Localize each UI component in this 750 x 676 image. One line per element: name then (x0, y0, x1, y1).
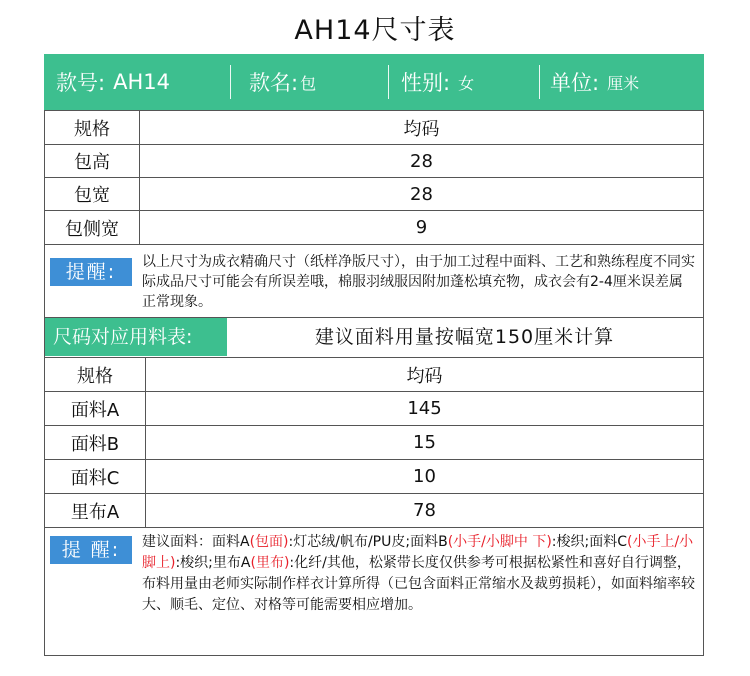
highlight-text: (小手上/小脚上) (142, 534, 694, 571)
fabric-section-label: 尺码对应用料表: (45, 318, 227, 356)
divider (388, 65, 389, 99)
name-key: 款名: (249, 71, 299, 95)
fabric-header-value: 均码 (146, 358, 704, 392)
divider (539, 65, 540, 99)
model-value: AH14 (113, 70, 170, 94)
reminder-badge: 提醒: (50, 258, 132, 286)
row-value: 10 (146, 460, 704, 494)
row-value: 9 (140, 211, 704, 245)
table-row (45, 392, 704, 426)
reminder-text: 以上尺寸为成衣精确尺寸（纸样净版尺寸），由于加工过程中面料、工艺和熟练程度不同实际成品尺寸可能会有所误差哦，棉服羽绒服因附加蓬松填充物，成衣会有2-4厘米误差属正常现象。 (142, 254, 695, 310)
row-value: 15 (146, 426, 704, 460)
highlight-text: (里布) (250, 555, 290, 571)
advice-text: :化纤/其他，松紧带长度仅供参考可根据松紧性和喜好自行调整，布料用量由老师实际制作样衣计算所得（已包含面料正常缩水及裁剪损耗），如面料缩率较大、顺毛、定位、对格等可能需要相应增加。 (142, 555, 695, 613)
row-value: 145 (146, 392, 704, 426)
table-row (45, 494, 704, 528)
advice-text: :梭织;里布A (175, 555, 251, 571)
table-row (45, 111, 704, 145)
fabric-basis-text: 建议面料用量按幅宽150厘米计算 (314, 326, 615, 348)
name-value: 包 (300, 73, 317, 93)
highlight-text: (小手/小脚中 下) (447, 534, 552, 550)
table-row (45, 178, 704, 211)
model-key: 款号: (56, 71, 106, 95)
reminder-badge: 提 醒: (50, 536, 132, 564)
row-label: 包高 (45, 145, 140, 178)
row-label: 里布A (45, 494, 146, 528)
gender-cell (389, 54, 539, 110)
fabric-table (44, 357, 704, 528)
advice-text: :灯芯绒/帆布/PU皮;面料B (288, 534, 448, 550)
table-row (45, 358, 704, 392)
unit-value: 厘米 (607, 73, 640, 93)
row-value: 28 (140, 145, 704, 178)
highlight-text: (包面) (249, 534, 289, 550)
advice-text: 建议面料：面料A (142, 534, 250, 550)
advice-text: :梭织;面料C (551, 534, 627, 550)
size-header-value: 均码 (140, 111, 704, 145)
row-value: 78 (146, 494, 704, 528)
row-label: 面料B (45, 426, 146, 460)
table-row (45, 460, 704, 494)
table-row (45, 211, 704, 245)
table-row (45, 145, 704, 178)
row-label: 面料C (45, 460, 146, 494)
divider (230, 65, 231, 99)
size-table (44, 110, 704, 245)
page-title: AH14尺寸表 (294, 15, 456, 46)
row-label: 包侧宽 (45, 211, 140, 245)
model-cell (44, 54, 230, 110)
row-value: 28 (140, 178, 704, 211)
row-label: 面料A (45, 392, 146, 426)
unit-cell (540, 54, 700, 110)
gender-value: 女 (458, 73, 475, 93)
table-row (45, 426, 704, 460)
fabric-header-label: 规格 (45, 358, 146, 392)
unit-key: 单位: (550, 71, 600, 95)
fabric-advice-text (142, 532, 696, 616)
row-label: 包宽 (45, 178, 140, 211)
name-cell (231, 54, 388, 110)
header-bar (44, 54, 704, 110)
gender-key: 性别: (401, 71, 451, 95)
size-header-label: 规格 (45, 111, 140, 145)
